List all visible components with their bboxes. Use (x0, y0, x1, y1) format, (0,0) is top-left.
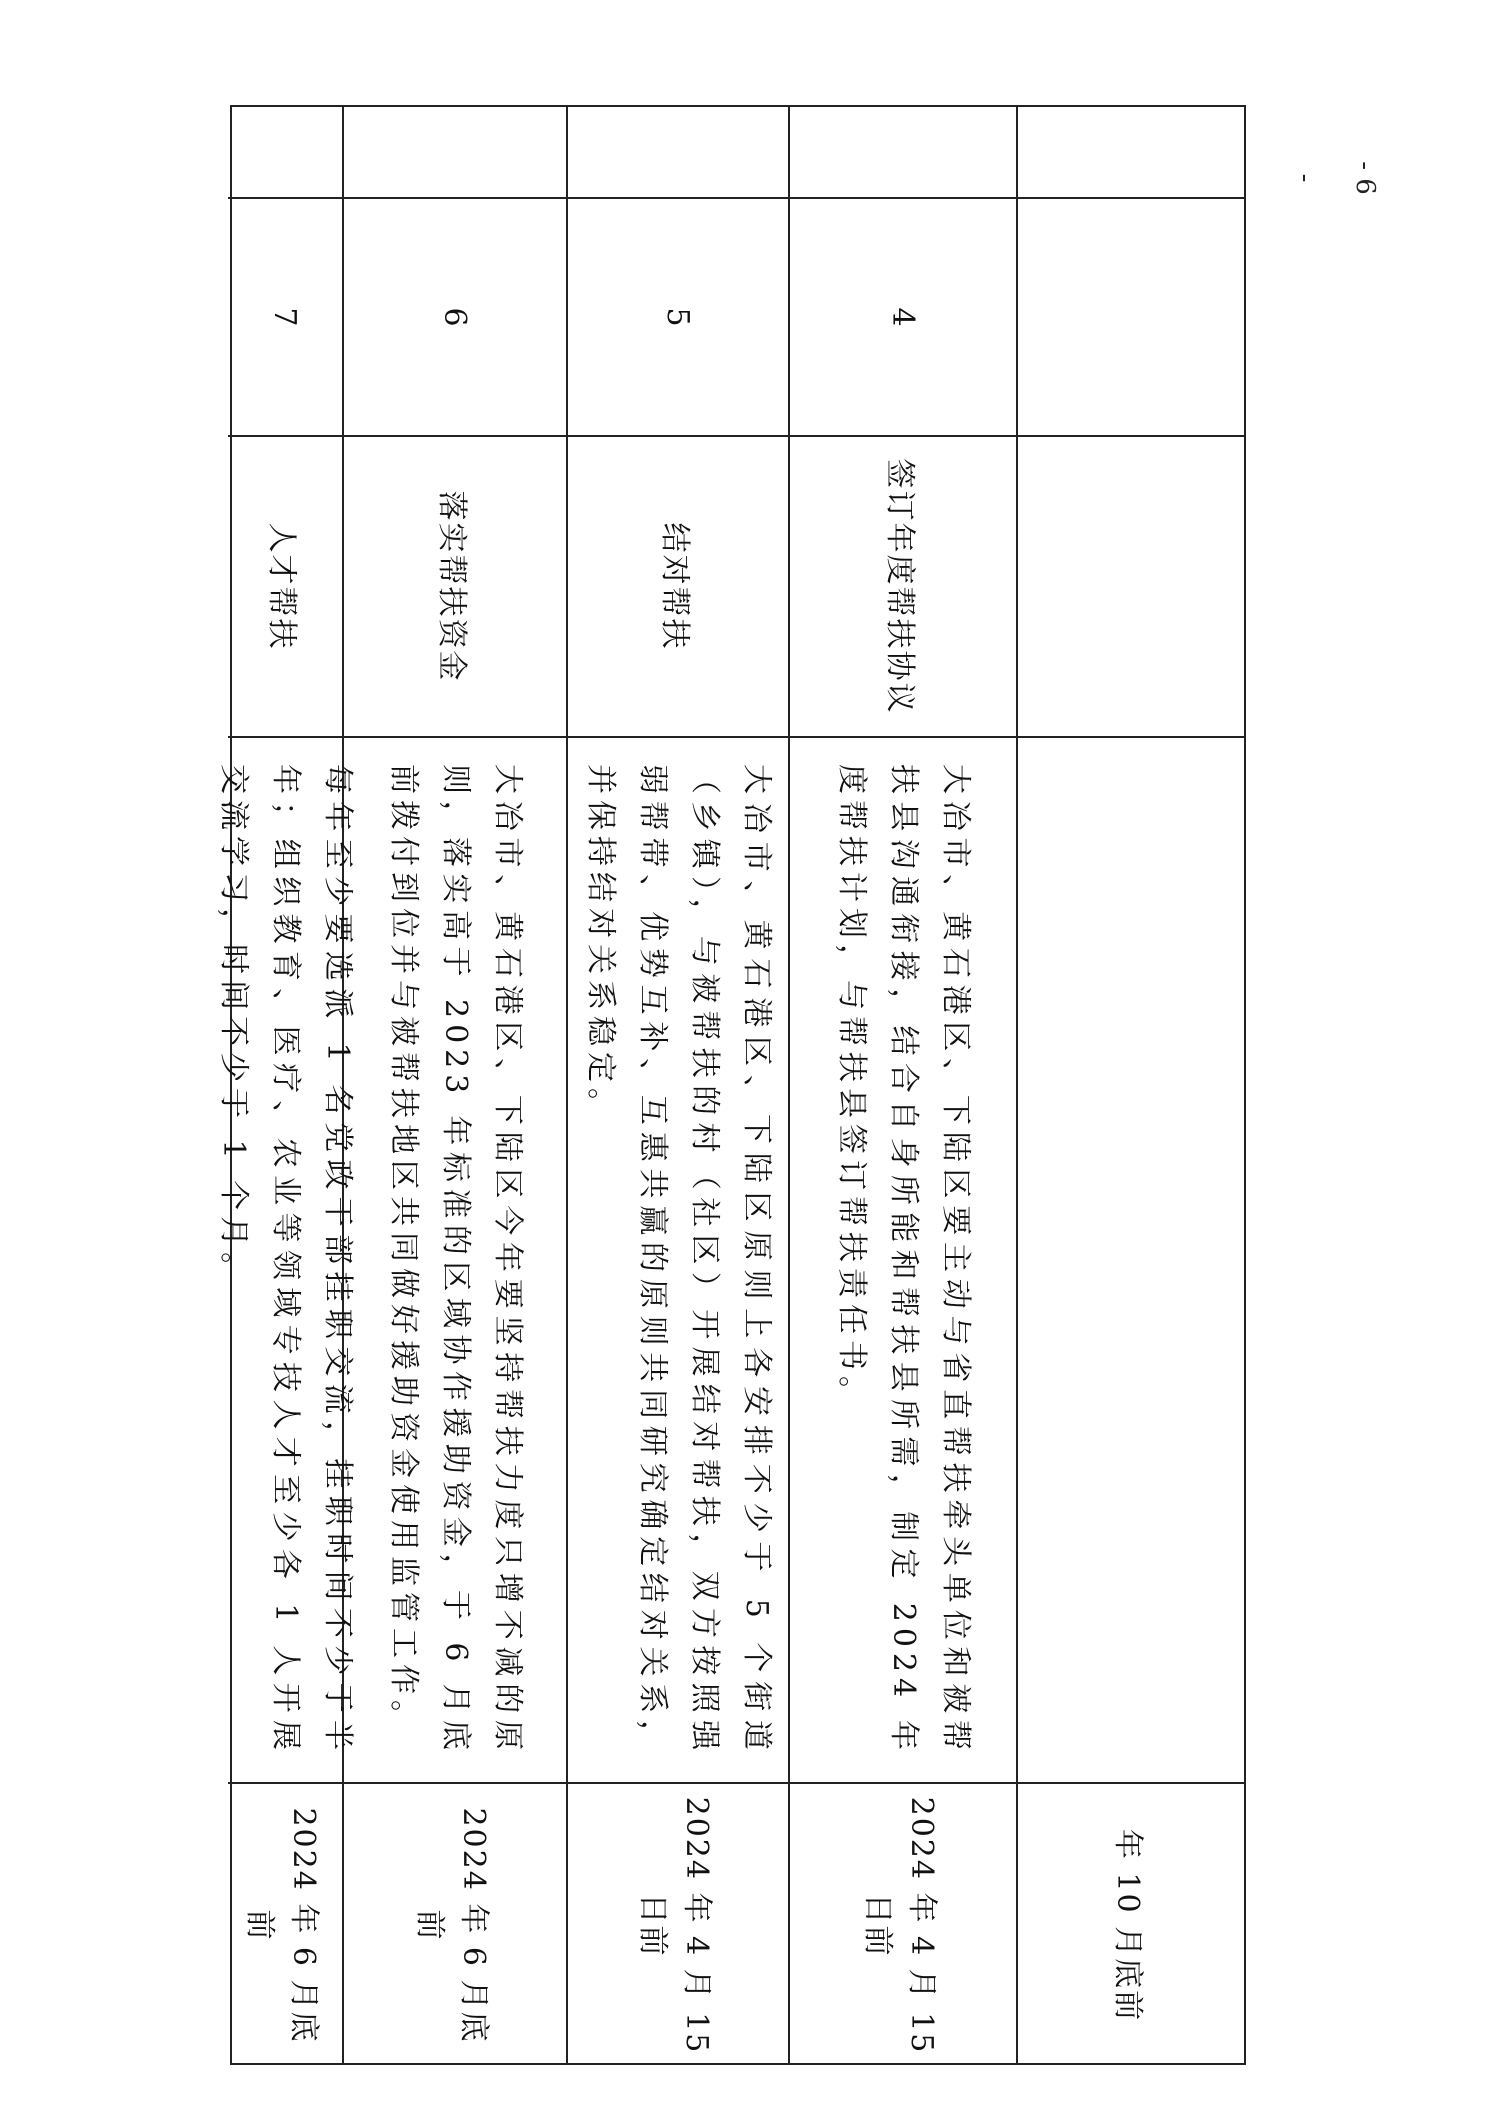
table-row (788, 107, 1016, 2063)
table-cell-number (568, 199, 788, 437)
table-cell-description (344, 738, 566, 1784)
deadline-text: 2024 年 6 月底前 (242, 1807, 321, 2044)
row-number: 6 (437, 307, 473, 327)
item-title: 签订年度帮扶协议 (882, 458, 917, 715)
row-number: 5 (660, 307, 696, 327)
rotated-row-7 (991, 105, 1236, 2065)
item-description: 大冶市、黄石港区、下陆区今年要坚持帮扶力度只增不减的原则，落实高于 2023 年标准的区域协作援助资金，于 6 月底前拨付到位并与被帮扶地区共同做好援助资金使用监管工作。 (386, 764, 525, 1756)
table-row (342, 107, 566, 2063)
table-row (566, 107, 788, 2063)
table-cell-number (790, 199, 1016, 437)
table-cell-description (216, 738, 355, 1784)
page-number: - 6 - (1290, 161, 1380, 195)
item-title: 落实帮扶资金 (434, 490, 469, 683)
table-cell-item (790, 437, 1016, 738)
table-cell-description (568, 738, 788, 1784)
table-cell-time (790, 1784, 1016, 2067)
table-cell-item (344, 437, 566, 738)
item-title: 结对帮扶 (657, 522, 692, 651)
table-cell-time (344, 1784, 566, 2067)
deadline-text: 2024 年 6 月底前 (412, 1807, 491, 2044)
item-title: 人才帮扶 (264, 522, 299, 651)
deadline-text: 2024 年 4 月 15 日前 (860, 1796, 939, 2055)
deadline-text: 2024 年 4 月 15 日前 (635, 1796, 714, 2055)
table-cell-number (344, 199, 566, 437)
row-number: 4 (885, 307, 921, 327)
table-cell-blank (344, 107, 566, 199)
table-cell-time (568, 1784, 788, 2067)
table-cell-number (228, 199, 342, 437)
table-cell-item (568, 437, 788, 738)
table-cell-blank (790, 107, 1016, 199)
table-cell-blank (568, 107, 788, 199)
deadline-text: 年 10 月底前 (1110, 1828, 1145, 2023)
item-description: 大冶市、黄石港区、下陆区原则上各安排不少于 5 个街道（乡镇），与被帮扶的村（社区）开展结对帮扶，双方按照强弱帮带、优势互补、互惠共赢的原则共同研究确定结对关系，并保持结对关系稳定。 (583, 764, 774, 1756)
table-cell-description (790, 738, 1016, 1784)
item-description: 每年至少要选派 1 名党政干部挂职交流，挂职时间不少于半年；组织教育、医疗、农业等领域专技人才至少各 1 人开展交流学习，时间不少于 1 个月。 (216, 764, 355, 1756)
table-row (216, 107, 355, 2063)
table-cell-item (228, 437, 342, 738)
table-cell-time (228, 1784, 342, 2067)
item-description: 大冶市、黄石港区、下陆区要主动与省直帮扶牵头单位和被帮扶县沟通衔接，结合自身所能和帮扶县所需，制定 2024 年度帮扶计划，与帮扶县签订帮扶责任书。 (834, 764, 973, 1756)
table-cell-blank (228, 107, 342, 199)
row-number: 7 (267, 307, 303, 327)
